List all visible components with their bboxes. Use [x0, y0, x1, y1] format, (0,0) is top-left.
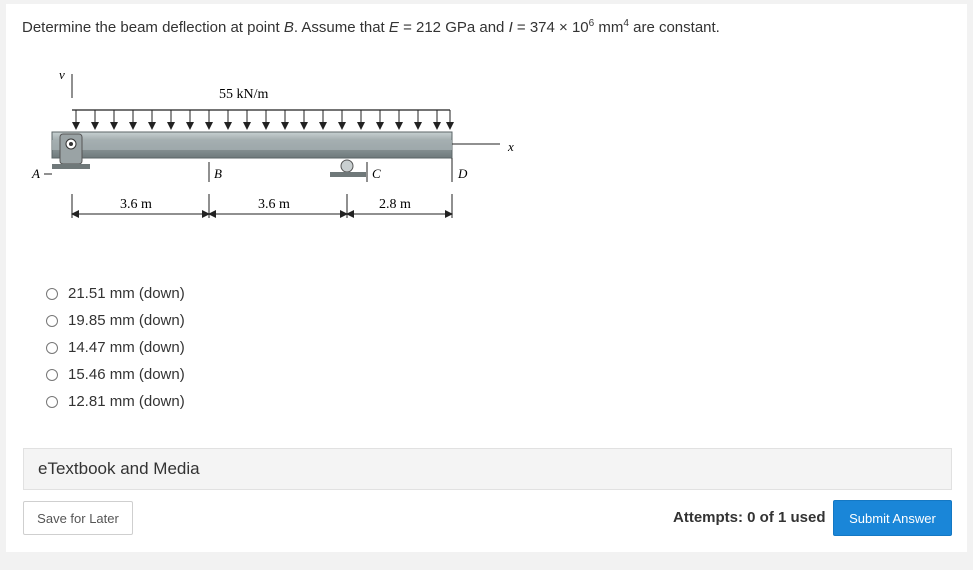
dim-label-cd: 2.8 m — [379, 197, 411, 212]
submit-answer-button[interactable]: Submit Answer — [833, 500, 952, 536]
radio-button[interactable] — [46, 369, 58, 381]
beam-web — [52, 140, 452, 150]
point-a-label: A — [32, 166, 40, 181]
dim-label-ab: 3.6 m — [120, 197, 152, 212]
axis-v-label: v — [59, 67, 65, 82]
choice-3[interactable] — [46, 334, 185, 361]
question-card — [6, 4, 967, 552]
point-b-label: B — [214, 166, 222, 181]
choice-5[interactable] — [46, 388, 185, 415]
point-d-label: D — [458, 166, 468, 181]
attempts-counter: Attempts: 0 of 1 used — [673, 509, 826, 526]
load-label: 55 kN/m — [219, 87, 269, 102]
choice-label: 12.81 mm (down) — [68, 393, 185, 410]
radio-button[interactable] — [46, 315, 58, 327]
etextbook-label: eTextbook and Media — [38, 459, 200, 478]
radio-button[interactable] — [46, 396, 58, 408]
choice-2[interactable] — [46, 307, 185, 334]
radio-button[interactable] — [46, 342, 58, 354]
answer-choices — [46, 280, 185, 415]
choice-label: 21.51 mm (down) — [68, 285, 185, 302]
choice-4[interactable] — [46, 361, 185, 388]
save-for-later-button[interactable]: Save for Later — [23, 501, 133, 535]
axis-x-label: x — [508, 139, 514, 154]
roller-support-c — [330, 160, 366, 177]
dim-label-bc: 3.6 m — [258, 197, 290, 212]
beam-diagram — [22, 54, 522, 224]
choice-label: 14.47 mm (down) — [68, 339, 185, 356]
etextbook-media-panel[interactable] — [23, 448, 952, 490]
point-c-label: C — [372, 166, 381, 181]
choice-1[interactable] — [46, 280, 185, 307]
choice-label: 19.85 mm (down) — [68, 312, 185, 329]
choice-label: 15.46 mm (down) — [68, 366, 185, 383]
question-text: Determine the beam deflection at point B. Assume that E = 212 GPa and $I = 374 \times 10^6$ $mm^4$ are constant. — [22, 18, 720, 36]
radio-button[interactable] — [46, 288, 58, 300]
load-arrows — [76, 110, 450, 129]
